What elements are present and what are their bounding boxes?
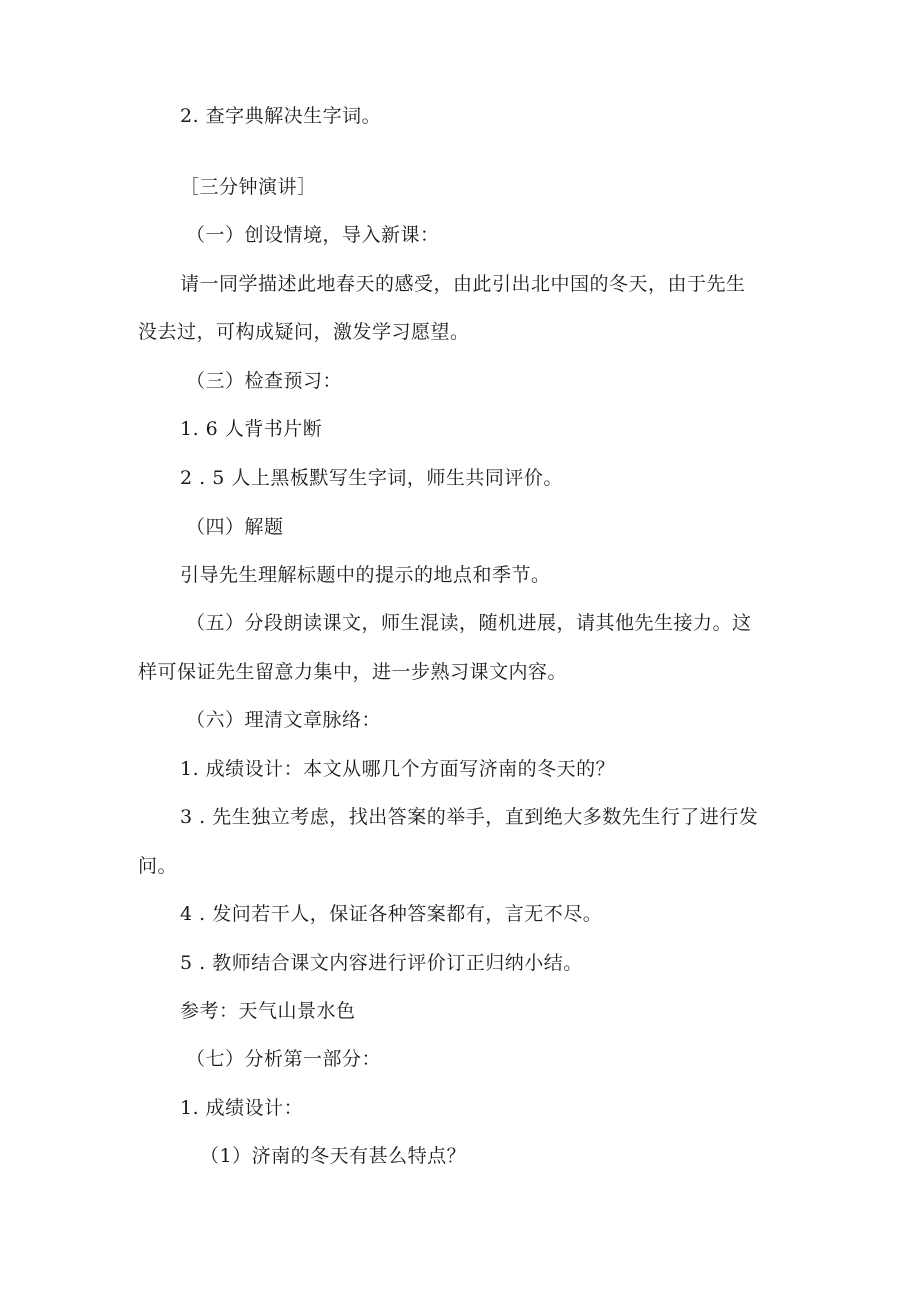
section-heading-five: （五）分段朗读课文，师生混读，随机进展，请其他先生接力。这: [186, 612, 752, 634]
list-item: （1）济南的冬天有甚么特点？: [200, 1145, 467, 1167]
list-item: 1. 成绩设计：: [180, 1097, 304, 1119]
section-heading-seven: （七）分析第一部分：: [186, 1048, 382, 1070]
list-item: 1. 成绩设计：本文从哪几个方面写济南的冬天的？: [180, 758, 616, 780]
section-heading-speech: ［三分钟演讲］: [180, 176, 317, 198]
paragraph-line: 样可保证先生留意力集中，进一步熟习课文内容。: [138, 661, 568, 683]
list-item: 4 . 发问若干人，保证各种答案都有，言无不尽。: [180, 903, 603, 925]
list-item: 1. 6 人背书片断: [180, 418, 323, 440]
list-item: 5 . 教师结合课文内容进行评价订正归纳小结。: [180, 952, 583, 974]
reference-line: 参考：天气山景水色: [180, 1000, 356, 1022]
list-item: 3 . 先生独立考虑，找出答案的举手，直到绝大多数先生行了进行发: [180, 806, 759, 828]
section-heading-six: （六）理清文章脉络：: [186, 709, 382, 731]
step-2-lookup-dictionary: 2. 查字典解决生字词。: [180, 105, 382, 127]
section-heading-three: （三）检查预习：: [186, 370, 343, 392]
paragraph-line: 引导先生理解标题中的提示的地点和季节。: [180, 564, 551, 586]
paragraph-line: 没去过，可构成疑问，激发学习愿望。: [138, 321, 470, 343]
paragraph-line: 请一同学描述此地春天的感受，由此引出北中国的冬天，由于先生: [180, 273, 746, 295]
paragraph-line: 问。: [138, 855, 178, 877]
section-heading-one: （一）创设情境，导入新课：: [186, 224, 440, 246]
list-item: 2 . 5 人上黑板默写生字词，师生共同评价。: [180, 467, 563, 489]
section-heading-four: （四）解题: [186, 516, 284, 538]
